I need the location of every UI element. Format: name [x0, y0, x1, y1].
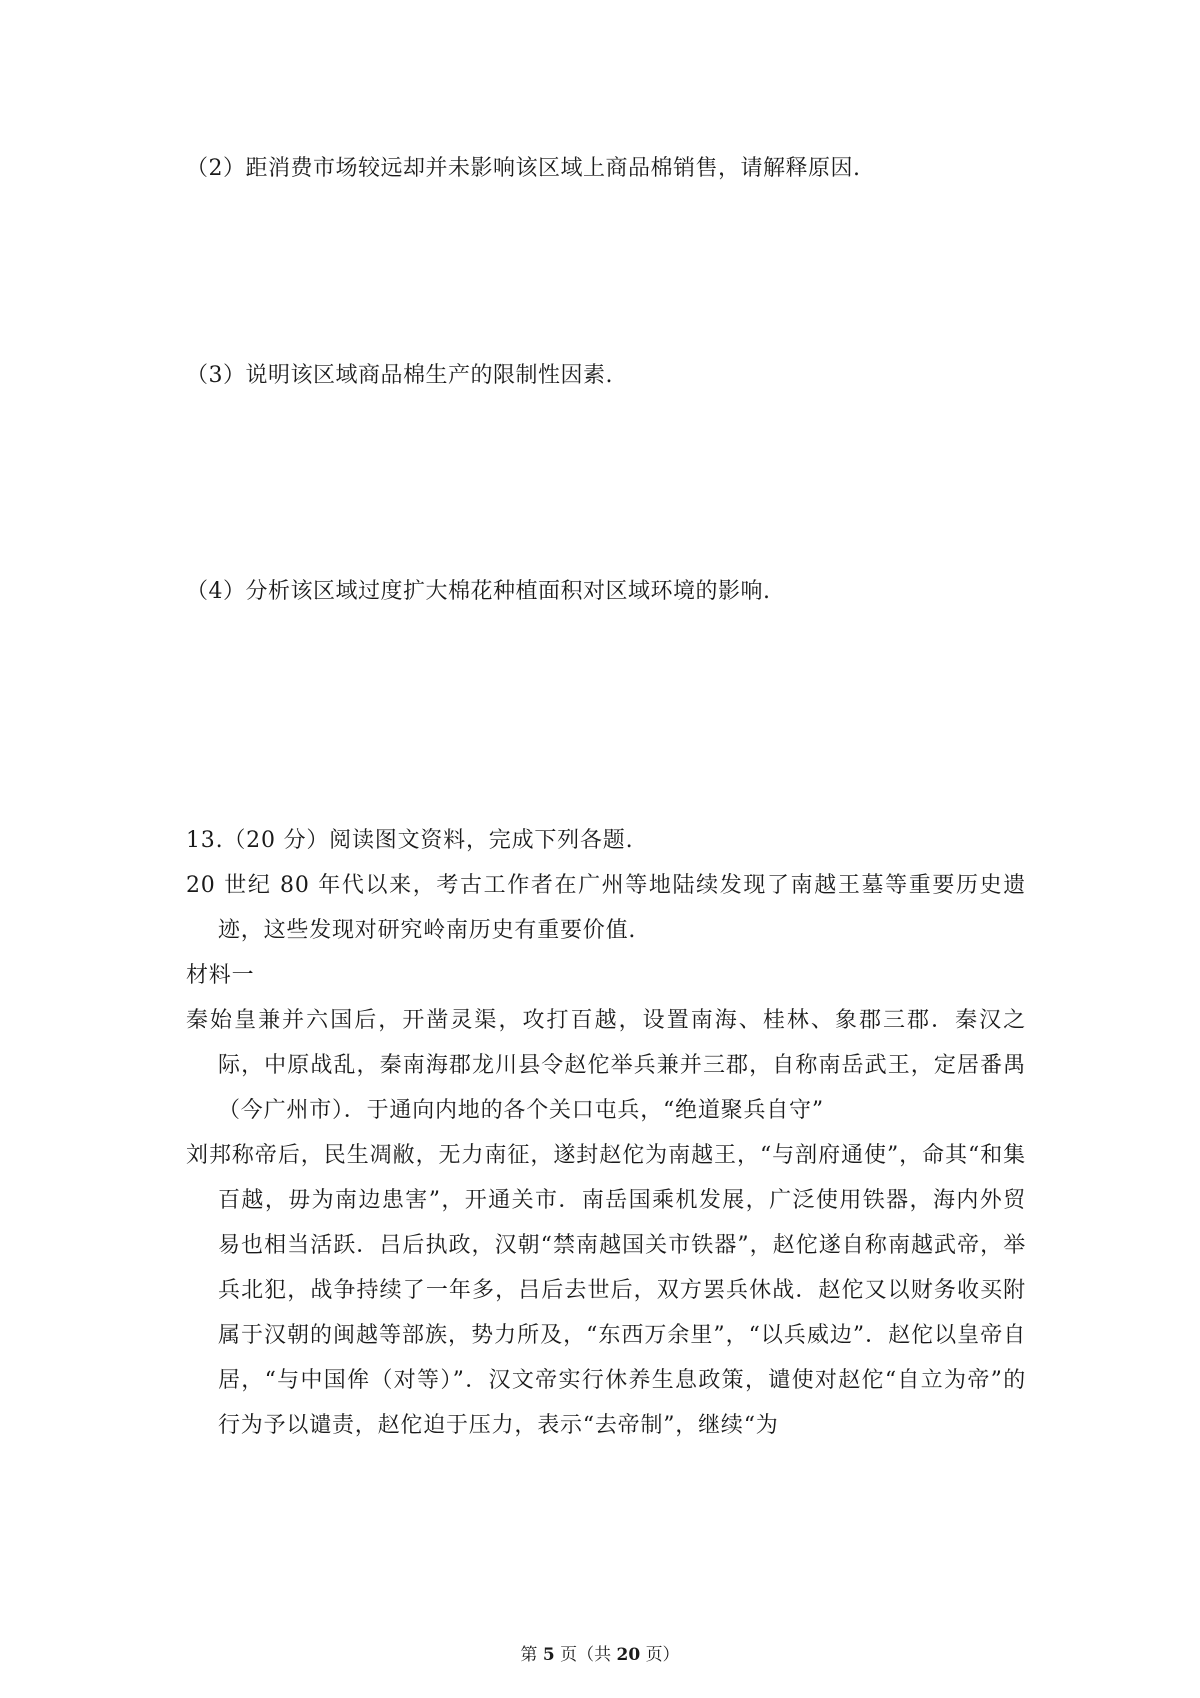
footer-suffix: 页）: [645, 1645, 680, 1665]
footer-page-number: 5: [542, 1645, 555, 1665]
question-4: （4）分析该区域过度扩大棉花种植面积对区域环境的影响.: [186, 579, 771, 604]
intro-paragraph: 20 世纪 80 年代以来，考古工作者在广州等地陆续发现了南越王墓等重要历史遗迹，这些发现对研究岭南历史有重要价值.: [186, 873, 1026, 943]
footer-total-pages: 20: [616, 1645, 641, 1665]
material-paragraph-2: 刘邦称帝后，民生凋敝，无力南征，遂封赵佗为南越王，“与剖府通使”，命其“和集百越，毋为南边患害”，开通关市．南岳国乘机发展，广泛使用铁器，海内外贸易也相当活跃．吕后执政，汉朝“禁南越国关市铁器”，赵佗遂自称南越武帝，举兵北犯，战争持续了一年多，吕后去世后，双方罢兵休战．赵佗又以财务收买附属于汉朝的闽越等部族，势力所及，“东西万余里”，“以兵威边”．赵佗以皇帝自居，“与中国侔（对等）”．汉文帝实行休养生息政策，谴使对赵佗“自立为帝”的行为予以谴责，赵佗迫于压力，表示“去帝制”，继续“为: [186, 1143, 1026, 1438]
question-13-section: [186, 818, 1026, 1448]
material-paragraph-1: 秦始皇兼并六国后，开凿灵渠，攻打百越，设置南海、桂林、象郡三郡．秦汉之际，中原战乱，秦南海郡龙川县令赵佗举兵兼并三郡，自称南岳武王，定居番禺 （今广州市）．于通向内地的各个关口屯兵，“绝道聚兵自守”: [186, 1008, 1026, 1123]
question-3: （3）说明该区域商品棉生产的限制性因素.: [186, 363, 613, 388]
question-13-heading: 13.（20 分）阅读图文资料，完成下列各题.: [186, 828, 634, 853]
footer-prefix: 第: [520, 1645, 538, 1665]
footer-middle: 页（共: [560, 1645, 612, 1665]
page-footer: [0, 1643, 1200, 1667]
material-label: 材料一: [186, 963, 255, 988]
question-2: （2）距消费市场较远却并未影响该区域上商品棉销售，请解释原因.: [186, 156, 861, 181]
